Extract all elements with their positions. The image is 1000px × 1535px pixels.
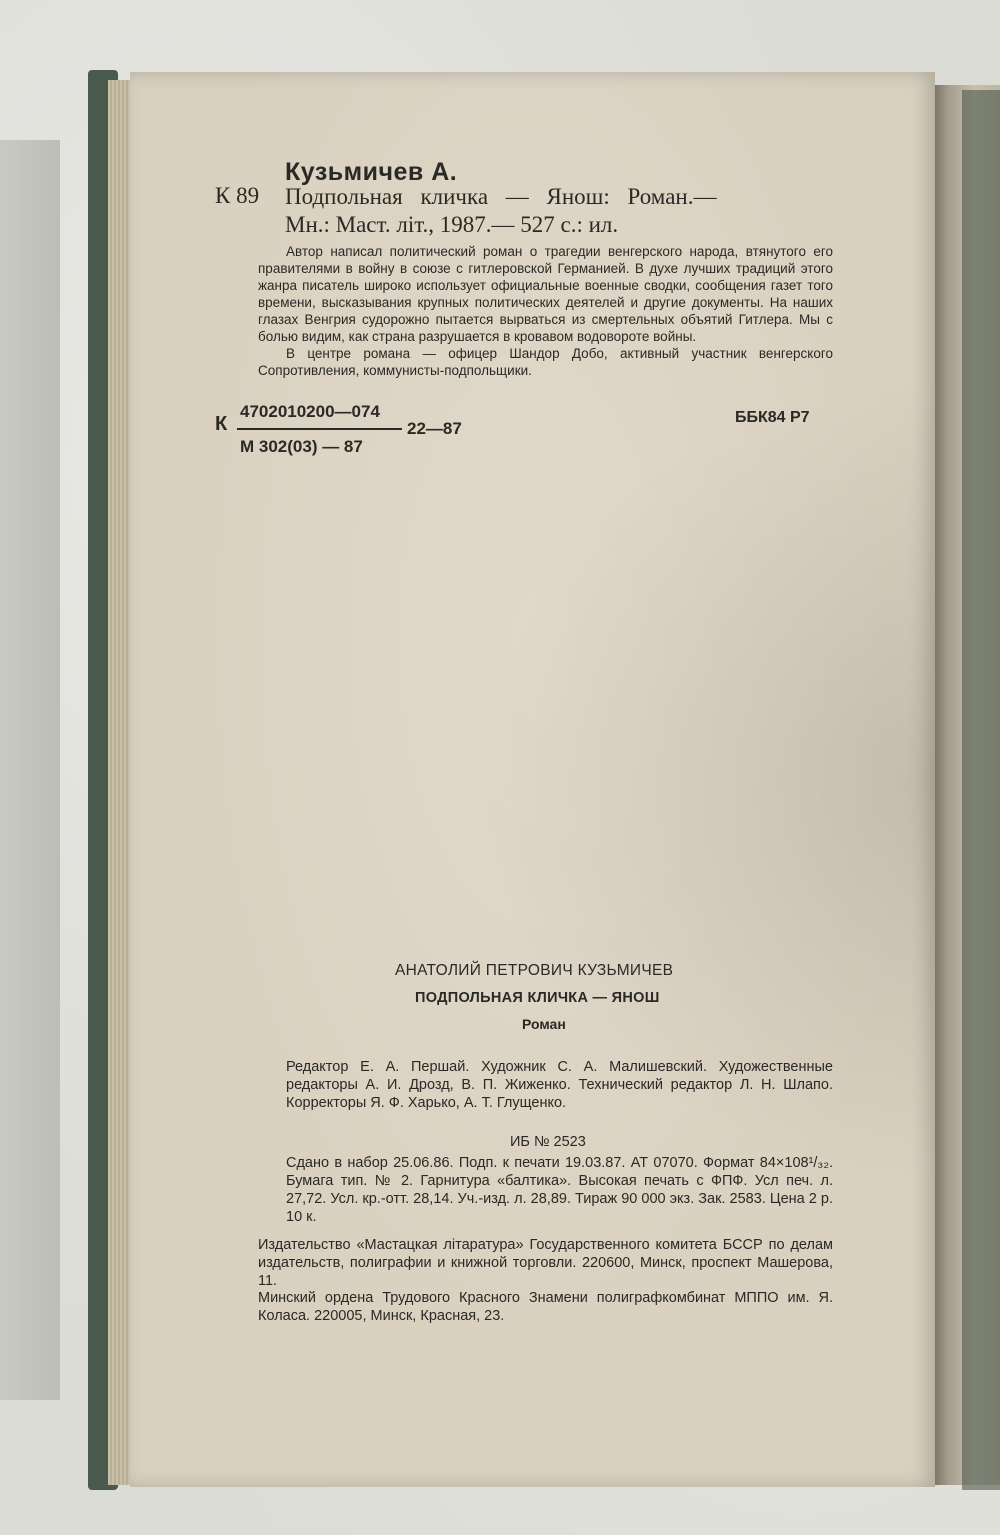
printer-info: [258, 1289, 833, 1325]
book-title: ПОДПОЛЬНАЯ КЛИЧКА — ЯНОШ: [415, 990, 660, 1006]
credits: [258, 1058, 833, 1112]
classification-letter: К: [215, 413, 228, 435]
bbk-code: ББК84 Р7: [735, 409, 810, 426]
printer-text: Минский ордена Трудового Красного Знамени полиграфкомбинат МППО им. Я. Коласа. 220005, Минск, Красная, 23.: [258, 1290, 833, 1324]
print-info: [258, 1154, 833, 1226]
catalog-index: К 89: [215, 183, 260, 208]
fraction-rule: [237, 428, 402, 430]
classification-year: 22—87: [407, 419, 462, 438]
publisher-text: Издательство «Мастацкая літаратура» Государственного комитета БССР по делам издательств, полиграфии и книжной торговли. 220600, Минск, проспект Машерова, 11.: [258, 1237, 833, 1289]
annotation-paragraph: Автор написал политический роман о трагедии венгерского народа, втянутого его правителями в войну в союзе с гитлеровской Германией. В духе лучших традиций этого жанра писатель широко использует официальные военные сводки, сообщения газет того времени, высказывания крупных политических деятелей и другие документы. На наших глазах Венгрия судорожно пытается вырваться из смертельных объятий Гитлера. Мы с болью видим, как страна разрушается в кровавом водовороте войны.: [258, 244, 833, 344]
genre: Роман: [522, 1016, 566, 1032]
catalog-title-line: Подпольная кличка — Янош: Роман.—: [285, 184, 717, 209]
ib-number: ИБ № 2523: [510, 1134, 586, 1150]
publisher-info: [258, 1236, 833, 1290]
author-name: Кузьмичев А.: [285, 158, 458, 186]
author-full-name: АНАТОЛИЙ ПЕТРОВИЧ КУЗЬМИЧЕВ: [395, 962, 674, 979]
annotation-paragraph: В центре романа — офицер Шандор Добо, активный участник венгерского Сопротивления, коммунисты-подпольщики.: [258, 346, 833, 378]
classification-numerator: 4702010200—074: [240, 402, 380, 421]
classification-denominator: М 302(03) — 87: [240, 437, 363, 456]
catalog-publication-line: Мн.: Маст. літ., 1987.— 527 с.: ил.: [285, 212, 619, 237]
print-info-text: Сдано в набор 25.06.86. Подп. к печати 19.03.87. АТ 07070. Формат 84×108¹/₃₂. Бумага тип. № 2. Гарнитура «балтика». Высокая печать с ФПФ. Усл печ. л. 27,72. Усл. кр.-отт. 28,14. Уч.-изд. л. 28,89. Тираж 90 000 экз. Зак. 2583. Цена 2 р. 10 к.: [286, 1155, 833, 1225]
annotation: [258, 243, 833, 379]
credits-text: Редактор Е. А. Першай. Художник С. А. Малишевский. Художественные редакторы А. И. Дрозд, В. П. Жиженко. Технический редактор Л. Н. Шлапо. Корректоры Я. Ф. Харько, А. Т. Глущенко.: [286, 1059, 833, 1111]
book-cover-right: [962, 90, 1000, 1490]
background-cloth: [0, 140, 60, 1400]
